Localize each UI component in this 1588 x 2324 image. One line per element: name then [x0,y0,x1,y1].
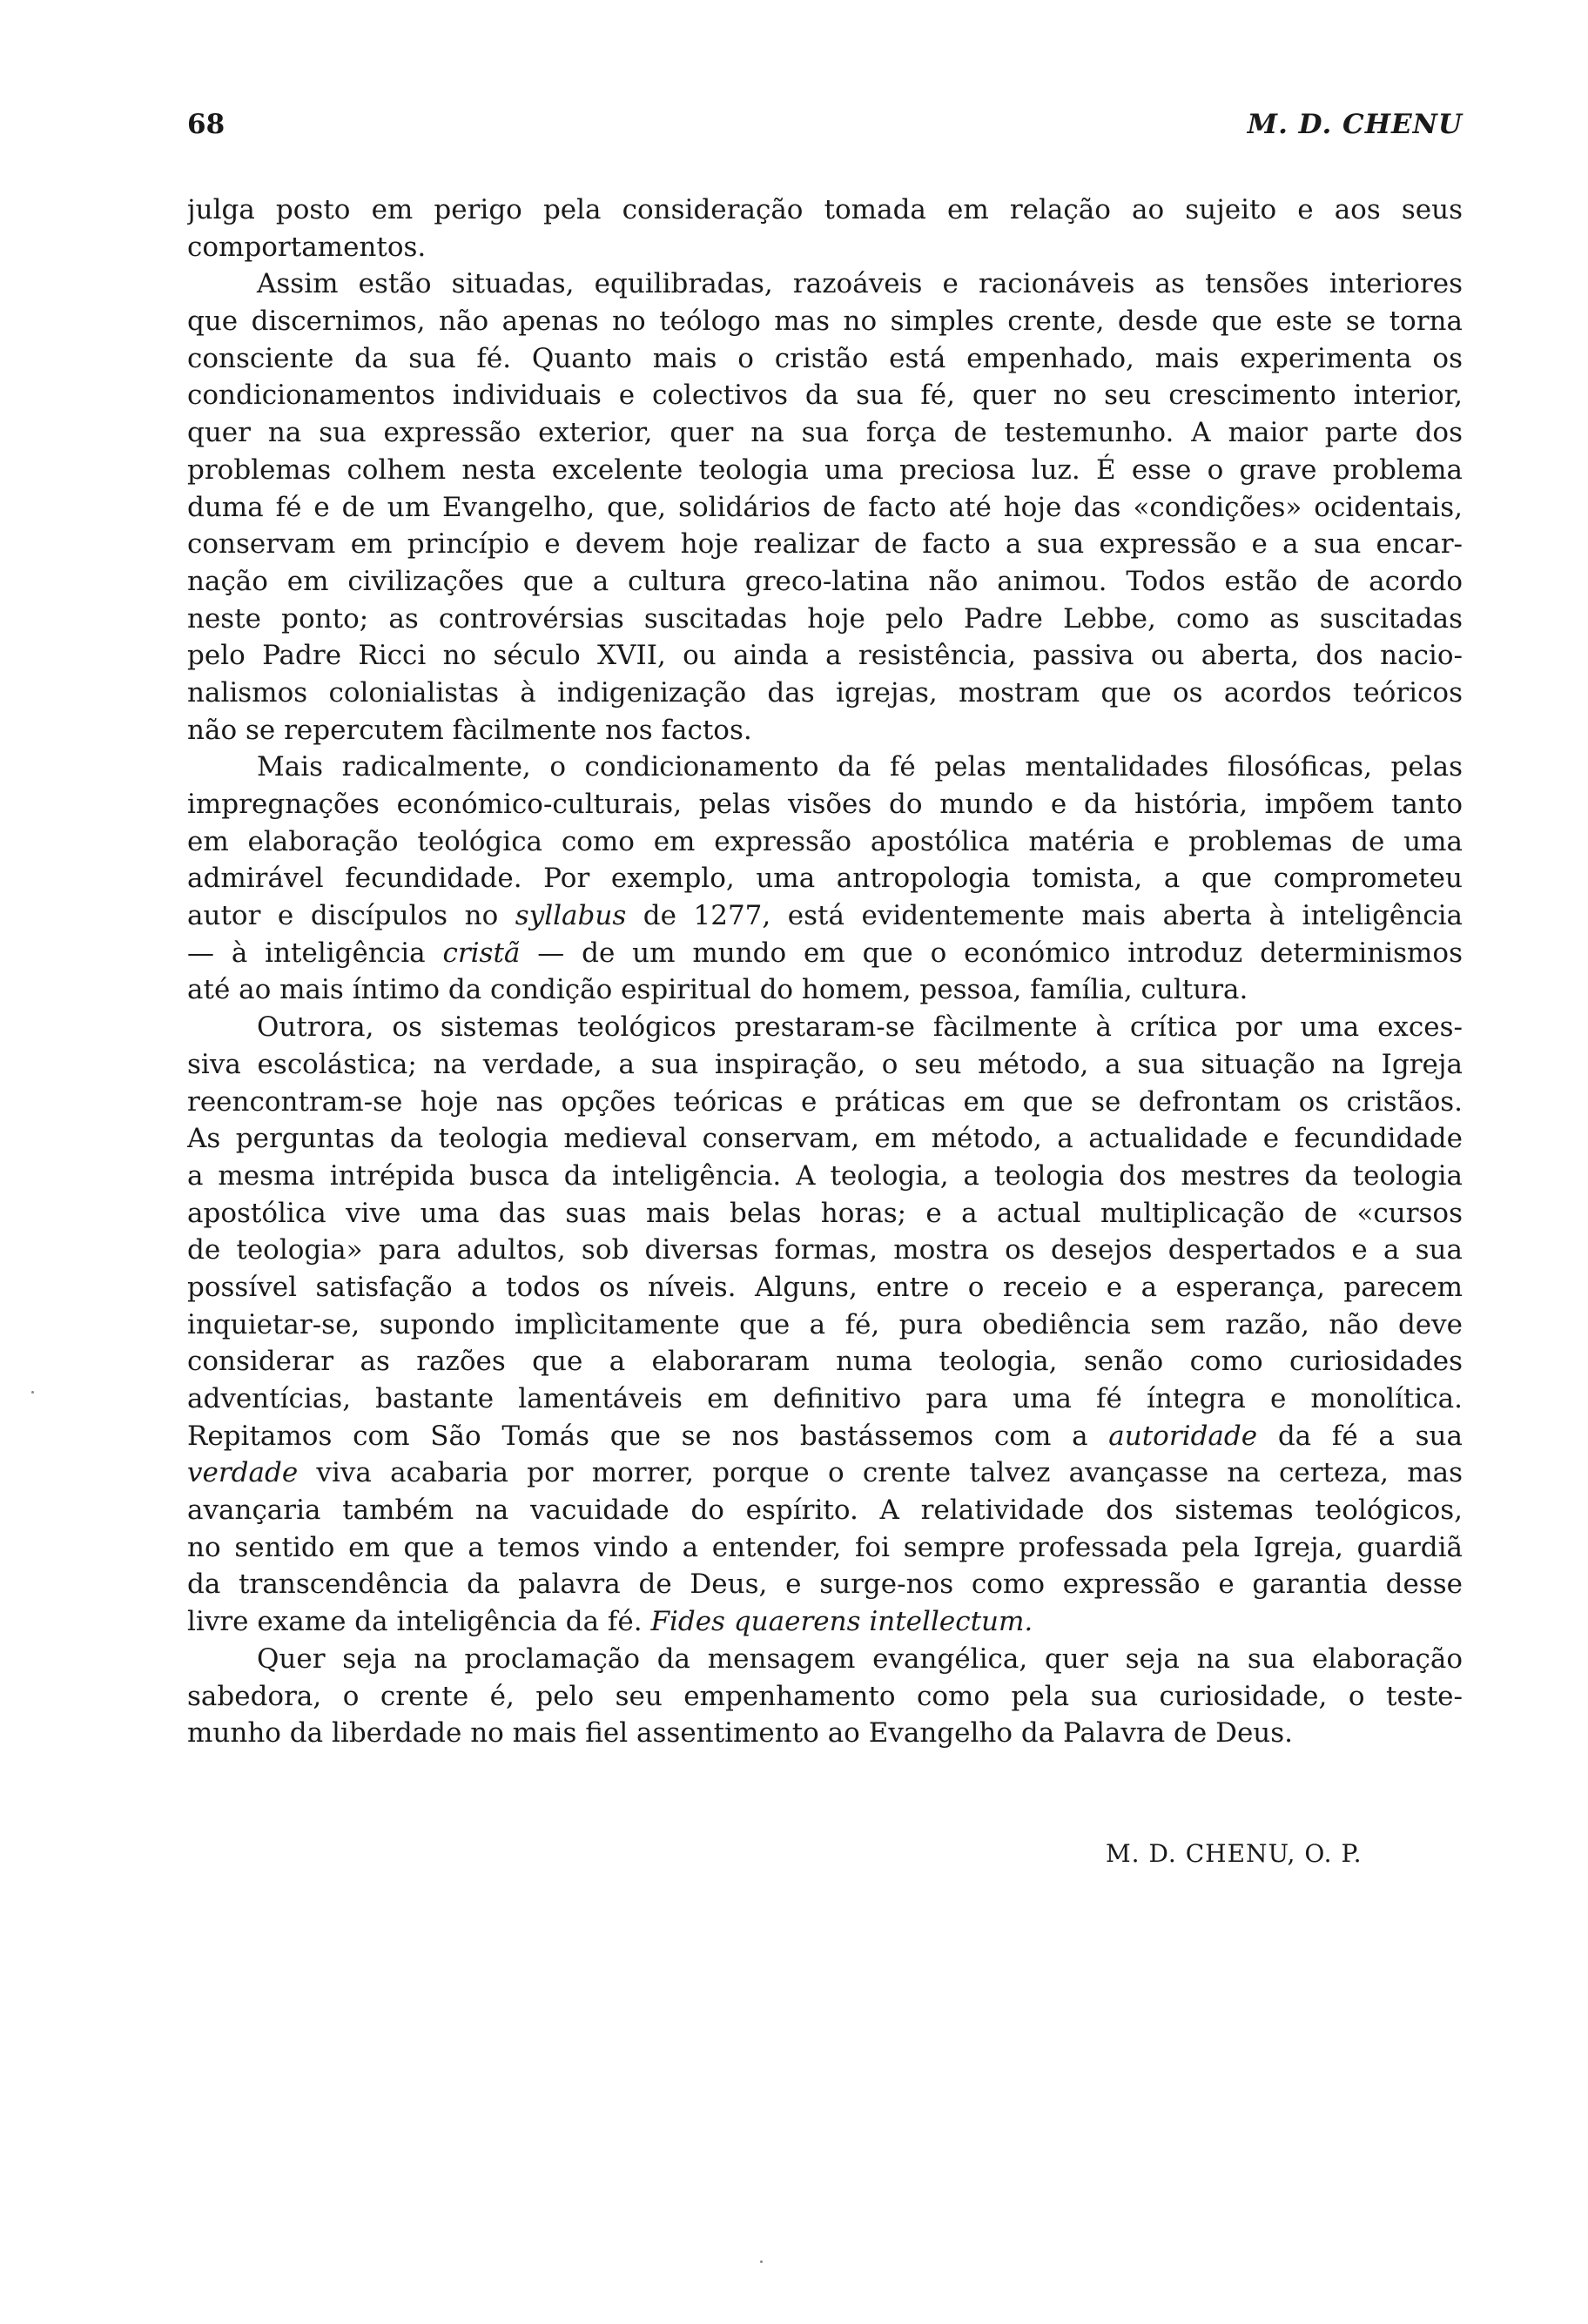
scan-speck [31,1391,34,1394]
text-line: não se repercutem fàcilmente nos factos. [187,714,752,746]
text-line: julga posto em perigo pela consideração tomada em relação ao sujeito e aos seus [187,194,1463,225]
text-line: que discernimos, não apenas no teólogo mas no simples crente, desde que este se torna [187,306,1463,338]
text-line: duma fé e de um Evangelho, que, solidários de facto até hoje das «condições» ocidentais, [187,491,1463,523]
text-line: Repitamos com São Tomás que se nos bastássemos com a autoridade da fé a sua [187,1420,1463,1452]
text-line: Quer seja na proclamação da mensagem evangélica, quer seja na sua elaboração [257,1642,1463,1675]
italic-text: verdade [187,1457,299,1489]
text-line: nação em civilizações que a cultura greco-latina não animou. Todos estão de acordo [187,565,1463,597]
text-line: comportamentos. [187,231,427,263]
text-line: admirável fecundidade. Por exemplo, uma antropologia tomista, a que comprometeu [187,863,1463,895]
text-line: sabedora, o crente é, pelo seu empenhamento como pela sua curiosidade, o teste- [187,1680,1463,1712]
text-line: munho da liberdade no mais fiel assentimento ao Evangelho da Palavra de Deus. [187,1717,1294,1750]
text-line: avançaria também na vacuidade do espírito. A relatividade dos sistemas teológicos, [187,1494,1463,1527]
text-line: até ao mais íntimo da condição espiritual do homem, pessoa, família, cultura. [187,974,1248,1006]
text-line: possível satisfação a todos os níveis. Alguns, entre o receio e a esperança, parecem [187,1271,1463,1303]
text-line: no sentido em que a temos vindo a entender, foi sempre professada pela Igreja, guardiã [187,1531,1463,1563]
text-line: quer na sua expressão exterior, quer na sua força de testemunho. A maior parte dos [187,417,1463,449]
text-line: siva escolástica; na verdade, a sua inspiração, o seu método, a sua situação na Igreja [187,1048,1463,1080]
text-line: autor e discípulos no syllabus de 1277, está evidentemente mais aberta à inteligência [187,900,1463,932]
running-head: M. D. CHENU [1247,109,1463,140]
paragraph [187,265,1463,749]
text-line: consciente da sua fé. Quanto mais o cristão está empenhado, mais experimenta os [187,342,1463,374]
text-line: condicionamentos individuais e colectivos da sua fé, quer no seu crescimento interior, [187,379,1463,412]
text-line: livre exame da inteligência da fé. Fides quaerens intellectum. [187,1606,1033,1638]
paragraph [187,1009,1463,1641]
text-line: impregnações económico-culturais, pelas visões do mundo e da história, impõem tanto [187,789,1463,820]
text-line: reencontram-se hoje nas opções teóricas e práticas em que se defrontam os cristãos. [187,1085,1463,1118]
text-line: Outrora, os sistemas teológicos prestaram-se fàcilmente à crítica por uma exces- [257,1011,1463,1044]
text-line: inquietar-se, supondo implìcitamente que a fé, pura obediência sem razão, não deve [187,1308,1463,1340]
italic-text: autoridade [1108,1420,1258,1452]
text-line: apostólica vive uma das suas mais belas horas; e a actual multiplicação de «cursos [187,1197,1463,1229]
text-line: considerar as razões que a elaboraram numa teologia, senão como curiosidades [187,1346,1463,1378]
text-line: adventícias, bastante lamentáveis em definitivo para uma fé íntegra e monolítica. [187,1383,1463,1414]
text-line: a mesma intrépida busca da inteligência. A teologia, a teologia dos mestres da teologia [187,1159,1463,1192]
text-line: Assim estão situadas, equilibradas, razoáveis e racionáveis as tensões interiores [257,268,1463,300]
italic-text: cristã [442,937,521,969]
paragraph [187,749,1463,1009]
body-text [187,191,1463,1752]
author-signature: M. D. CHENU, O. P. [1106,1839,1363,1868]
text-line: Mais radicalmente, o condicionamento da fé pelas mentalidades filosóficas, pelas [257,751,1463,783]
italic-text: Fides quaerens intellectum. [650,1606,1033,1638]
text-line: da transcendência da palavra de Deus, e surge-nos como expressão e garantia desse [187,1568,1463,1601]
page-number: 68 [187,109,225,140]
paragraph [187,191,1463,265]
text-line: de teologia» para adultos, sob diversas formas, mostra os desejos despertados e a sua [187,1234,1463,1266]
text-line: em elaboração teológica como em expressão apostólica matéria e problemas de uma [187,825,1463,857]
page-header [187,103,1463,146]
text-line: conservam em princípio e devem hoje realizar de facto a sua expressão e a sua encar- [187,528,1463,561]
text-line: neste ponto; as controvérsias suscitadas hoje pelo Padre Lebbe, como as suscitadas [187,602,1463,635]
text-line: verdade viva acabaria por morrer, porque o crente talvez avançasse na certeza, mas [187,1457,1463,1489]
text-line: — à inteligência cristã — de um mundo em que o económico introduz determinismos [187,937,1463,969]
text-line: problemas colhem nesta excelente teologia uma preciosa luz. É esse o grave problema [187,453,1463,486]
text-line: pelo Padre Ricci no século XVII, ou ainda a resistência, passiva ou aberta, dos nacio- [187,640,1463,672]
scan-speck [760,2260,763,2263]
text-line: As perguntas da teologia medieval conservam, em método, a actualidade e fecundidade [187,1123,1463,1155]
italic-text: syllabus [515,900,627,932]
text-line: nalismos colonialistas à indigenização das igrejas, mostram que os acordos teóricos [187,676,1463,709]
paragraph [187,1641,1463,1752]
